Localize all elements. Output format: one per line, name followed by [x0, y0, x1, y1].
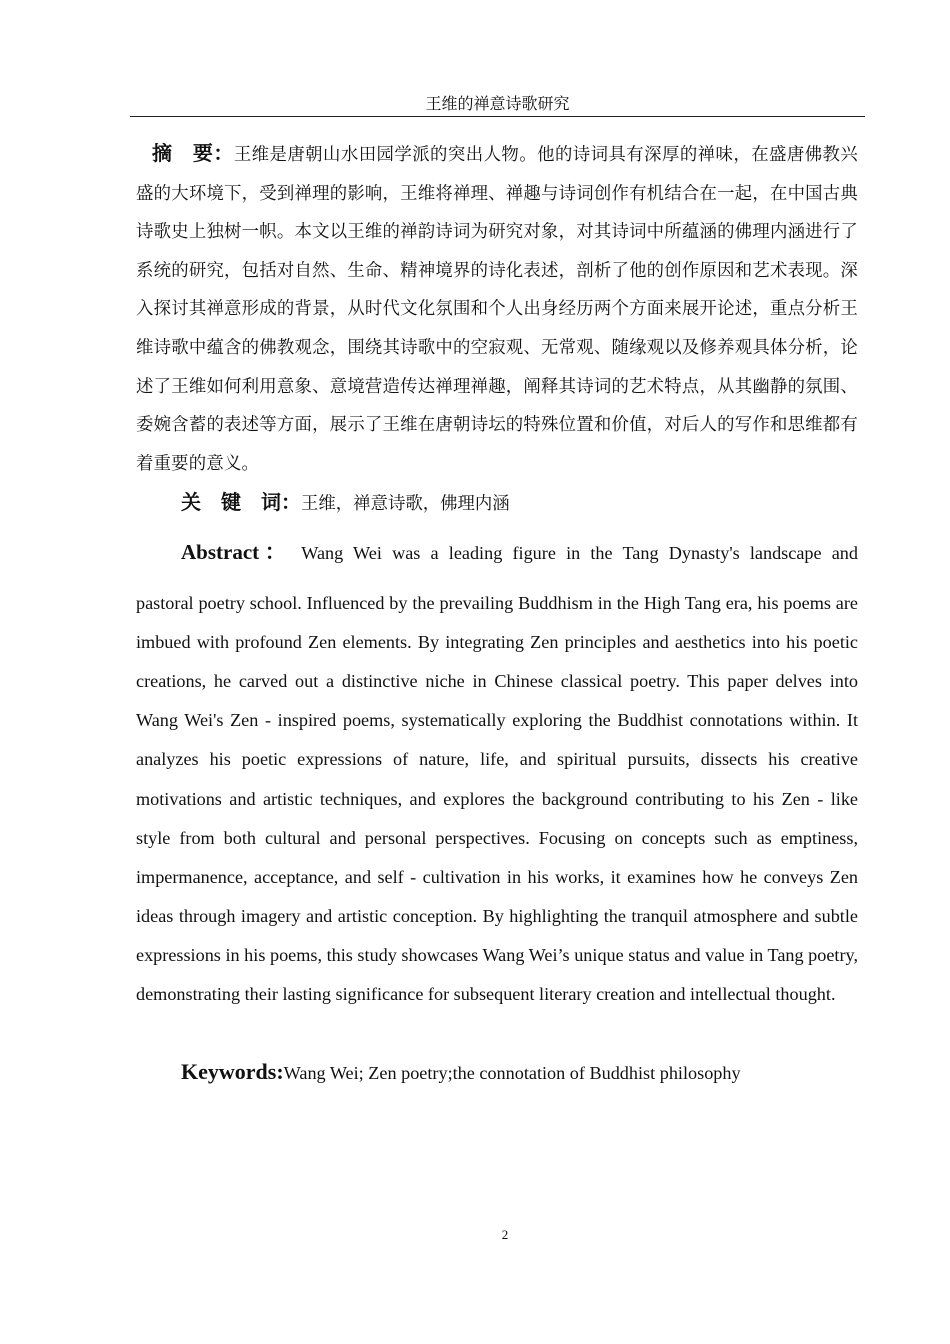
english-abstract-first-line	[136, 533, 858, 573]
english-keywords	[181, 1053, 861, 1092]
page-number: 2	[501, 1227, 509, 1242]
english-keywords-text: Wang Wei; Zen poetry;the connotation of Buddhist philosophy	[283, 1063, 741, 1083]
english-abstract-text: pastoral poetry school. Influenced by the prevailing Buddhism in the High Tang era, his poems are imbued with profound Zen elements. By integrating Zen principles and aesthetics into his poetic creations, he carved out a distinctive niche in Chinese classical poetry. This paper delves into Wang Wei's Zen - inspired poems, systematically exploring the Buddhist connotations within. It analyzes his poetic expressions of nature, life, and spiritual pursuits, dissects his creative motivations and artistic techniques, and explores the background contributing to his Zen - like style from both cultural and personal perspectives. Focusing on concepts such as emptiness, impermanence, acceptance, and self - cultivation in his works, it examines how he conveys Zen ideas through imagery and artistic conception. By highlighting the tranquil atmosphere and subtle expressions in his poems, this study showcases Wang Wei’s unique status and value in Tang poetry, demonstrating their lasting significance for subsequent literary creation and intellectual thought.	[136, 593, 858, 1005]
chinese-abstract-label: 摘 要：	[152, 141, 234, 165]
english-abstract-opening: Wang Wei was a leading figure in the Tang Dynasty's landscape and	[291, 543, 858, 563]
chinese-abstract-text: 王维是唐朝山水田园学派的突出人物。他的诗词具有深厚的禅味，在盛唐佛教兴盛的大环境下，受到禅理的影响，王维将禅理、禅趣与诗词创作有机结合在一起，在中国古典诗歌史上独树一帜。本文以王维的禅韵诗词为研究对象，对其诗词中所蕴涵的佛理内涵进行了系统的研究，包括对自然、生命、精神境界的诗化表述，剖析了他的创作原因和艺术表现。深入探讨其禅意形成的背景，从时代文化氛围和个人出身经历两个方面来展开论述，重点分析王维诗歌中蕴含的佛教观念，围绕其诗歌中的空寂观、无常观、随缘观以及修养观具体分析，论述了王维如何利用意象、意境营造传达禅理禅趣，阐释其诗词的艺术特点，从其幽静的氛围、委婉含蓄的表述等方面，展示了王维在唐朝诗坛的特殊位置和价值，对后人的写作和思维都有着重要的意义。	[136, 145, 858, 474]
running-header: 王维的禅意诗歌研究	[130, 92, 865, 117]
english-abstract-label: Abstract：	[181, 540, 292, 564]
english-keywords-label: Keywords:	[181, 1059, 284, 1084]
chinese-keywords-text: 王维，禅意诗歌，佛理内涵	[301, 494, 510, 514]
english-abstract	[136, 533, 858, 1014]
chinese-keywords	[181, 483, 861, 523]
chinese-abstract	[136, 134, 858, 483]
chinese-keywords-label: 关 键 词：	[181, 490, 301, 514]
